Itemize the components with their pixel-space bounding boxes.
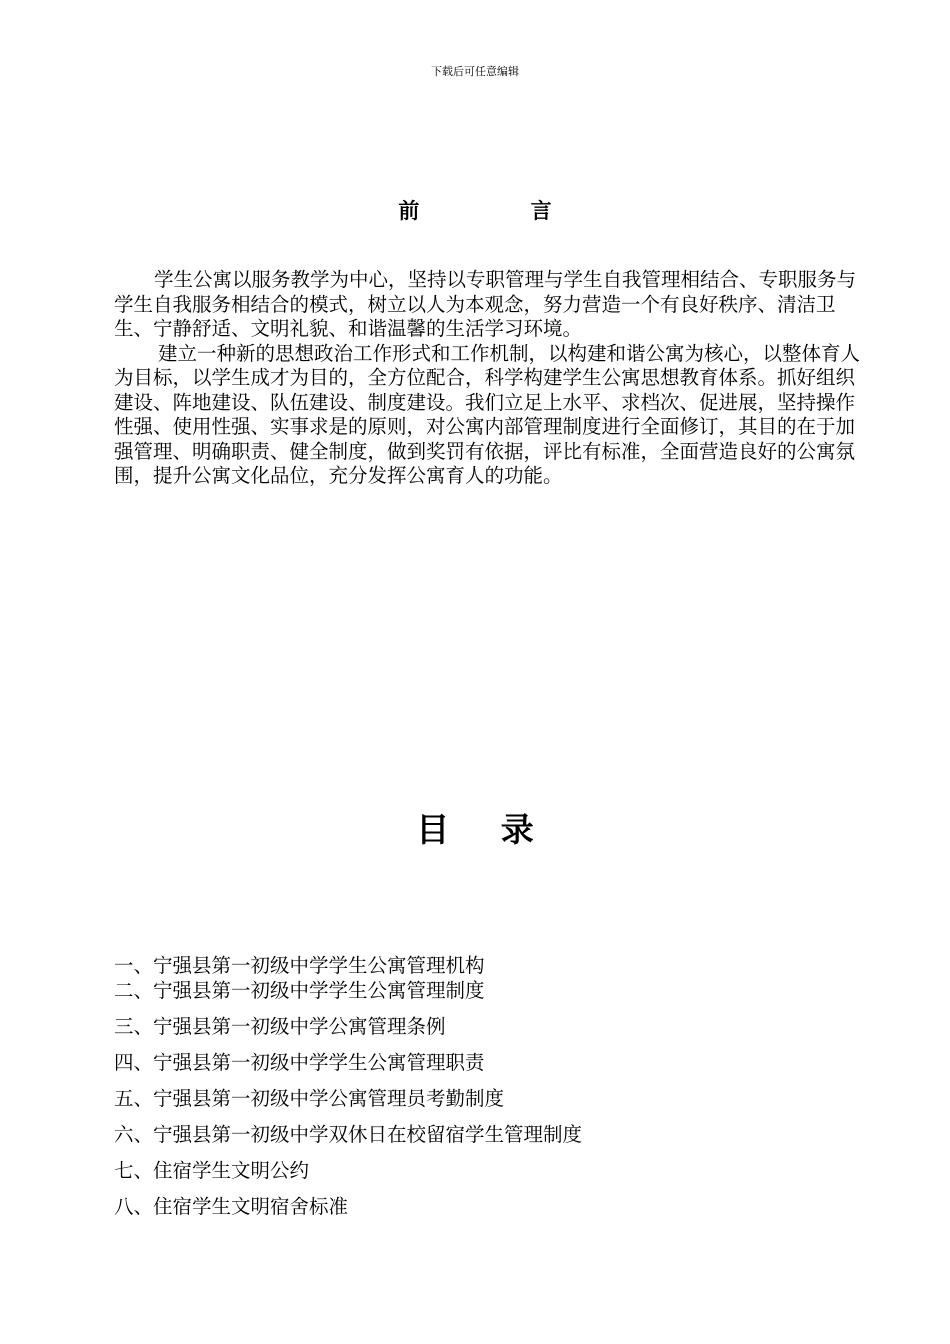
toc-item: 六、宁强县第一初级中学双休日在校留宿学生管理制度	[114, 1123, 583, 1146]
toc-item: 三、宁强县第一初级中学公寓管理条例	[114, 1015, 446, 1038]
toc-item: 五、宁强县第一初级中学公寓管理员考勤制度	[114, 1087, 505, 1110]
toc-title: 目 录	[416, 810, 554, 849]
preface-body	[114, 268, 866, 489]
preface-paragraph: 建立一种新的思想政治工作形式和工作机制，以构建和谐公寓为核心，以整体育人为目标，以学生成才为目的，全方位配合，科学构建学生公寓思想教育体系。抓好组织建设、阵地建设、队伍建设、制度建设。我们立足上水平、求档次、促进展，坚持操作性强、使用性强、实事求是的原则，对公寓内部管理制度进行全面修订，其目的在于加强管理、明确职责、健全制度，做到奖罚有依据，评比有标准，全面营造良好的公寓氛围，提升公寓文化品位，充分发挥公寓育人的功能。	[114, 341, 861, 487]
toc-item: 二、宁强县第一初级中学学生公寓管理制度	[114, 979, 485, 1002]
toc-item: 一、宁强县第一初级中学学生公寓管理机构	[114, 954, 485, 977]
toc-item: 四、宁强县第一初级中学学生公寓管理职责	[114, 1051, 485, 1074]
toc-item: 七、住宿学生文明公约	[114, 1159, 310, 1182]
preface-title: 前 言	[398, 198, 604, 223]
preface-paragraph: 学生公寓以服务教学为中心，坚持以专职管理与学生自我管理相结合、专职服务与学生自我服务相结合的模式，树立以人为本观念，努力营造一个有良好秩序、清洁卫生、宁静舒适、文明礼貌、和谐温馨的生活学习环境。	[114, 268, 857, 340]
toc-item: 八、住宿学生文明宿舍标准	[114, 1195, 349, 1218]
header-note: 下载后可任意编辑	[431, 65, 519, 78]
